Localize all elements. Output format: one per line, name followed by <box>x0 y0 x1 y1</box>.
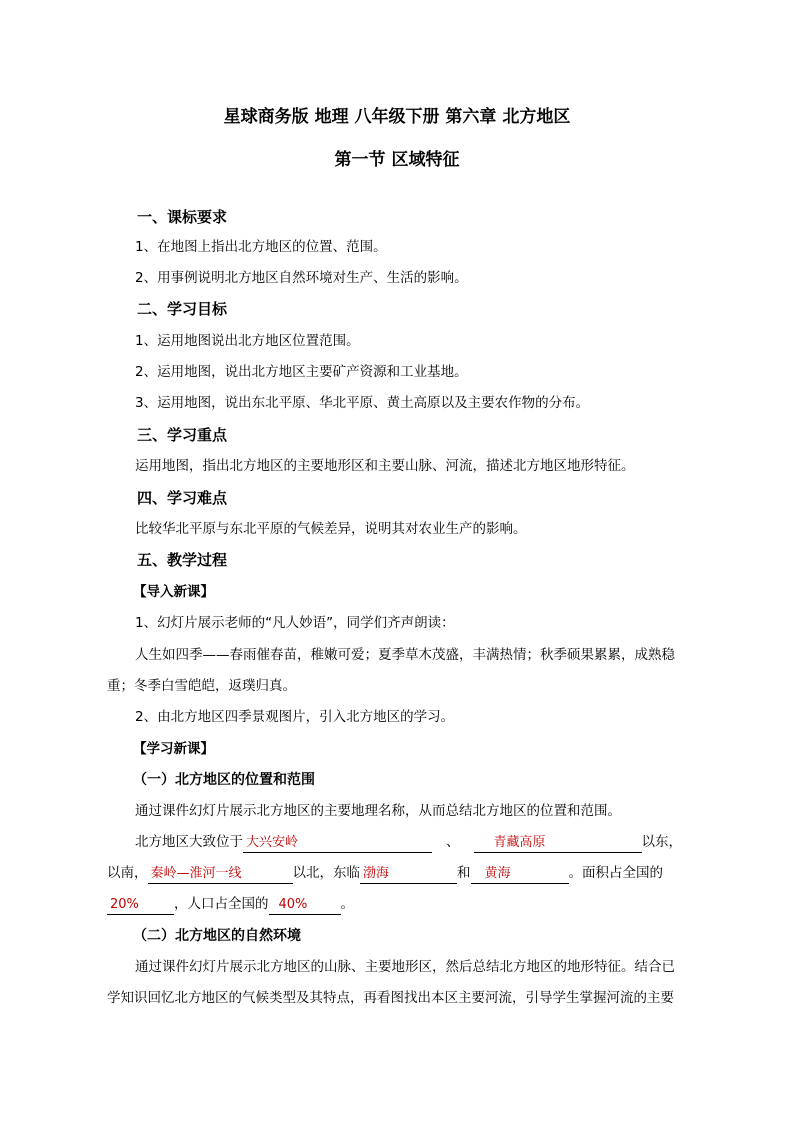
quote-line-1: 人生如四季——春雨催春苗，稚嫩可爱；夏季草木茂盛，丰满热情；秋季硕果累累，成熟稳 <box>135 647 675 663</box>
difficulties-text: 比较华北平原与东北平原的气候差异，说明其对农业生产的影响。 <box>135 521 527 537</box>
fill-line-3 <box>107 894 794 915</box>
fill-text-g: ，人口占全国的 <box>174 896 269 912</box>
answer-bohai: 渤海 <box>360 865 457 884</box>
objective-item-1: 1、运用地图说出北方地区位置范围。 <box>135 333 360 349</box>
section-title: 第一节 区域特征 <box>334 150 460 170</box>
answer-da-xing-an-ling: 大兴安岭 <box>243 834 432 853</box>
answer-population-percent: 40% <box>269 896 341 915</box>
part2-heading: （二）北方地区的自然环境 <box>133 928 301 944</box>
label-intro: 【导入新课】 <box>133 584 214 600</box>
heading-difficulties: 四、学习难点 <box>137 489 228 507</box>
heading-key-points: 三、学习重点 <box>137 426 228 444</box>
answer-huanghai: 黄海 <box>471 865 569 884</box>
part2-line-1: 通过课件幻灯片展示北方地区的山脉、主要地形区，然后总结北方地区的地形特征。结合已 <box>135 959 675 975</box>
answer-area-percent: 20% <box>107 896 174 915</box>
fill-separator: 、 <box>446 834 460 850</box>
part2-line-2: 学知识回忆北方地区的气候类型及其特点，再看图找出本区主要河流，引导学生掌握河流的主要 <box>107 990 674 1006</box>
quote-line-2: 重；冬季白雪皑皑，返璞归真。 <box>107 678 296 694</box>
label-new-lesson: 【学习新课】 <box>133 741 214 757</box>
document-title: 星球商务版 地理 八年级下册 第六章 北方地区 <box>223 107 571 127</box>
fill-text-a: 北方地区大致位于 <box>135 834 243 850</box>
fill-text-h: 。 <box>340 896 354 912</box>
answer-qing-zang-gao-yuan: 青藏高原 <box>474 834 642 853</box>
part1-text: 通过课件幻灯片展示北方地区的主要地理名称，从而总结北方地区的位置和范围。 <box>135 803 621 819</box>
part1-heading: （一）北方地区的位置和范围 <box>133 772 315 788</box>
fill-line-2 <box>107 863 794 884</box>
fill-text-b: 以东， <box>641 834 682 850</box>
fill-line-1 <box>135 832 794 853</box>
fill-text-c: 以南， <box>107 865 148 881</box>
heading-process: 五、教学过程 <box>137 551 228 569</box>
curriculum-item-2: 2、用事例说明北方地区自然环境对生产、生活的影响。 <box>135 270 468 286</box>
fill-text-e: 和 <box>457 865 471 881</box>
curriculum-item-1: 1、在地图上指出北方地区的位置、范围。 <box>135 239 387 255</box>
fill-text-f: 。面积占全国的 <box>568 865 663 881</box>
heading-curriculum: 一、课标要求 <box>137 208 228 226</box>
objective-item-2: 2、运用地图，说出北方地区主要矿产资源和工业基地。 <box>135 364 468 380</box>
fill-text-d: 以北，东临 <box>292 865 360 881</box>
objective-item-3: 3、运用地图，说出东北平原、华北平原、黄土高原以及主要农作物的分布。 <box>135 395 590 411</box>
answer-qinling-huaihe: 秦岭—淮河一线 <box>148 865 293 884</box>
intro-item-1: 1、幻灯片展示老师的“凡人妙语”，同学们齐声朗读： <box>135 615 455 631</box>
intro-item-2: 2、由北方地区四季景观图片，引入北方地区的学习。 <box>135 709 455 725</box>
heading-objectives: 二、学习目标 <box>137 300 228 318</box>
key-points-text: 运用地图，指出北方地区的主要地形区和主要山脉、河流，描述北方地区地形特征。 <box>135 458 635 474</box>
